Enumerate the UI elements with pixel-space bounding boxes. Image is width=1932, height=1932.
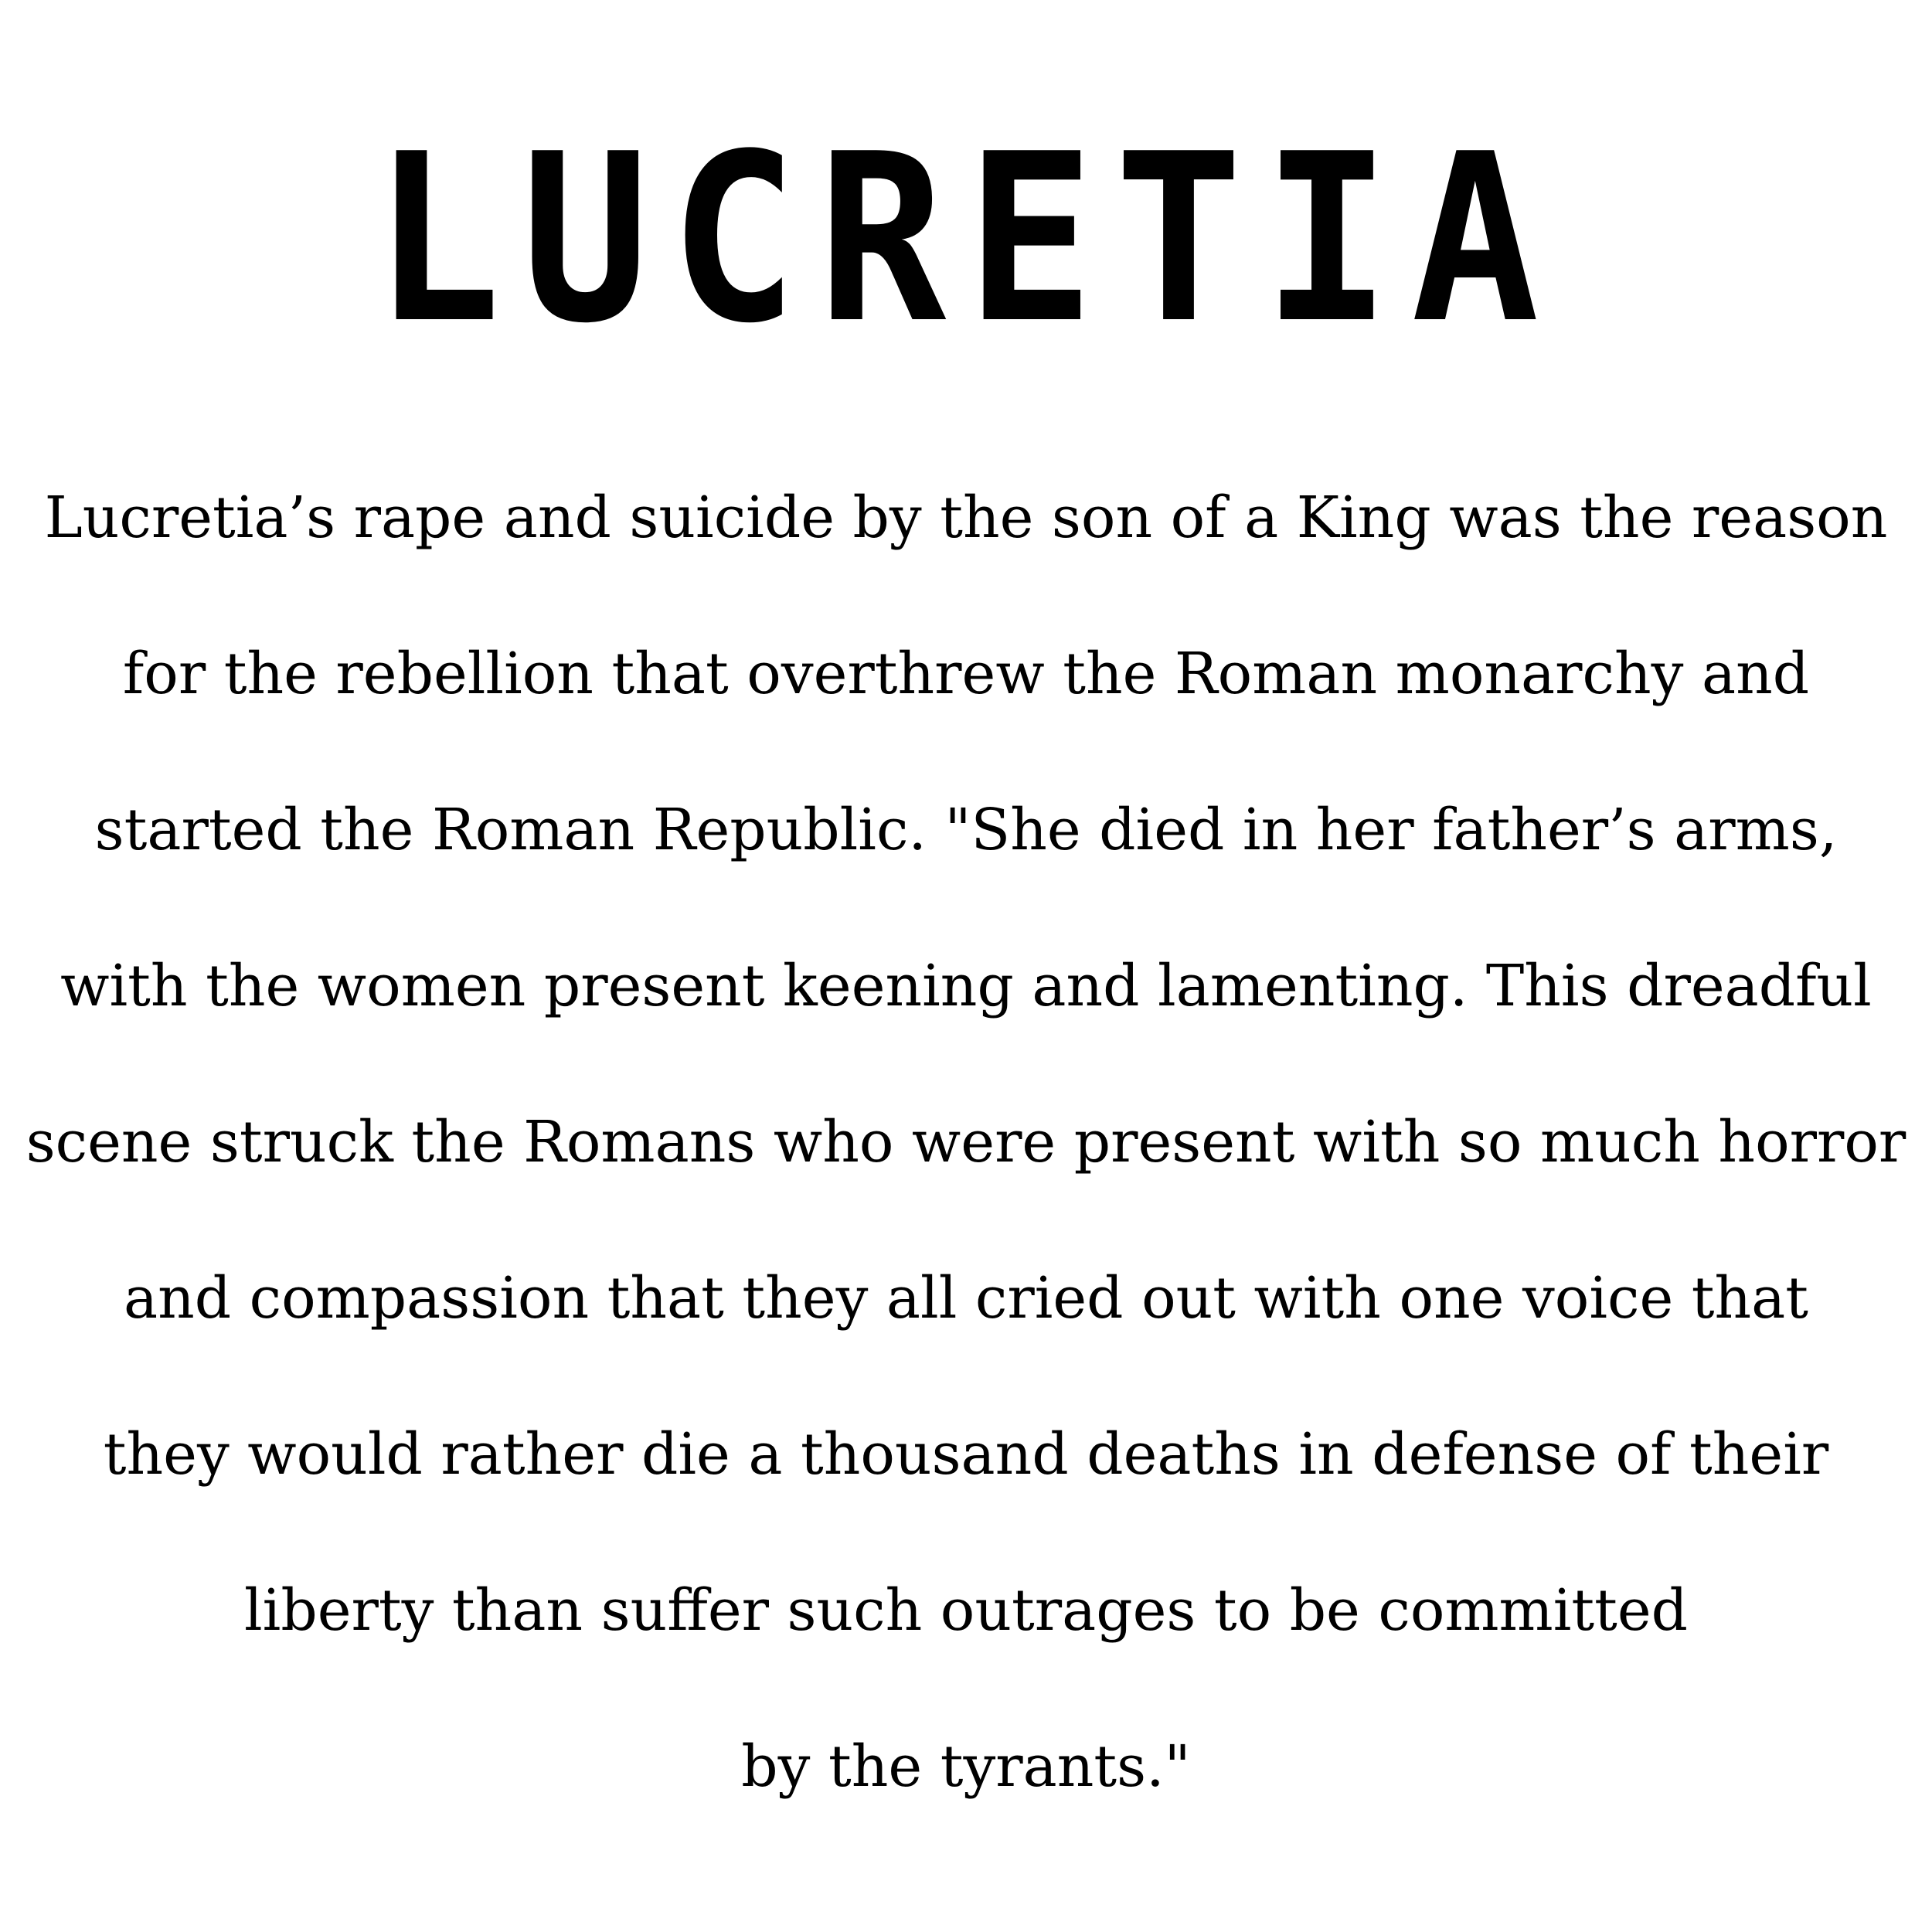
- paragraph-line: started the Roman Republic. "She died in her father’s arms,: [94, 797, 1838, 863]
- paragraph-line: with the women present keening and lamenting. This dreadful: [60, 953, 1872, 1019]
- paragraph-line: and compassion that they all cried out with one voice that: [123, 1265, 1809, 1332]
- paragraph-line: Lucretia’s rape and suicide by the son of a King was the reason: [44, 485, 1888, 551]
- page-title: LUCRETIA: [372, 104, 1560, 374]
- paragraph-line: scene struck the Romans who were present with so much horror: [26, 1109, 1906, 1175]
- paragraph-line: for the rebellion that overthrew the Roman monarchy and: [122, 641, 1810, 707]
- body-paragraph: [0, 460, 1932, 1865]
- paragraph-line: by the tyrants.": [741, 1733, 1191, 1800]
- paragraph-line: they would rather die a thousand deaths in defense of their: [103, 1421, 1829, 1488]
- paragraph-line: liberty than suffer such outrages to be committed: [243, 1577, 1689, 1644]
